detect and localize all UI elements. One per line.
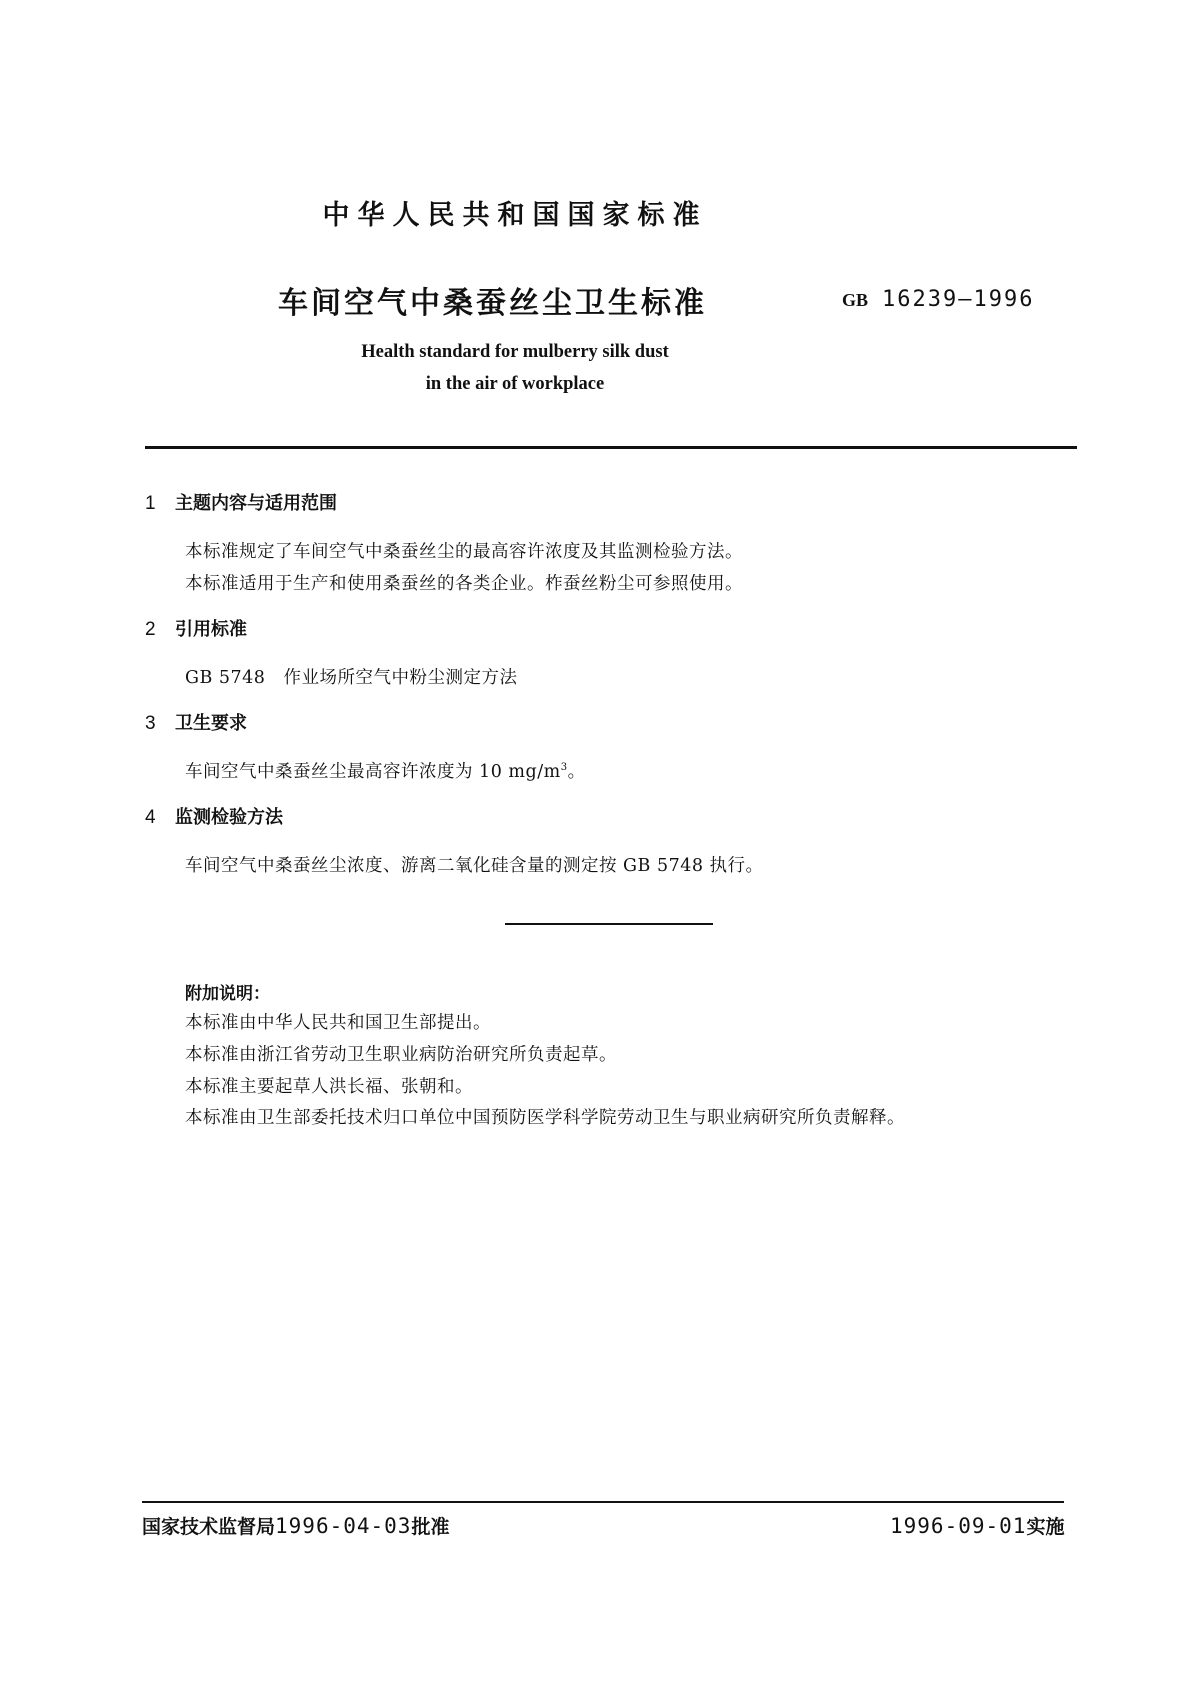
standard-prefix: GB <box>842 290 869 310</box>
standard-number <box>842 287 1034 312</box>
english-title-line-1: Health standard for mulberry silk dust <box>361 342 669 362</box>
section-3-paragraph <box>185 758 586 783</box>
approval-info <box>142 1512 449 1539</box>
section-4-heading <box>145 803 283 829</box>
effective-info <box>890 1512 1064 1539</box>
referenced-standard: GB 5748 作业场所空气中粉尘测定方法 <box>185 668 518 688</box>
section-title: 主题内容与适用范围 <box>175 493 337 514</box>
concentration-text: 车间空气中桑蚕丝尘最高容许浓度为 10 mg/m <box>185 762 561 782</box>
section-3-heading <box>145 709 247 735</box>
english-title-line-2: in the air of workplace <box>425 374 605 394</box>
section-number: 1 <box>145 493 156 514</box>
issuer: 国家技术监督局 <box>142 1516 276 1538</box>
section-title: 卫生要求 <box>175 713 247 734</box>
section-2-heading <box>145 615 247 641</box>
section-1-paragraph: 本标准规定了车间空气中桑蚕丝尘的最高容许浓度及其监测检验方法。 <box>185 542 743 562</box>
section-number: 2 <box>145 619 156 640</box>
cubic-superscript: 3 <box>560 762 568 774</box>
header-rule <box>145 446 1077 449</box>
effective-date: 1996-09-01 <box>890 1514 1027 1538</box>
section-number: 3 <box>145 713 156 734</box>
section-title: 监测检验方法 <box>175 807 283 828</box>
document-title: 车间空气中桑蚕丝尘卫生标准 <box>278 286 707 321</box>
effective-label: 实施 <box>1026 1516 1065 1538</box>
notes-line: 本标准由浙江省劳动卫生职业病防治研究所负责起草。 <box>185 1045 617 1065</box>
footer-rule <box>142 1501 1064 1503</box>
notes-line: 本标准主要起草人洪长福、张朝和。 <box>185 1077 473 1097</box>
sentence-end: 。 <box>567 762 586 782</box>
notes-line: 本标准由卫生部委托技术归口单位中国预防医学科学院劳动卫生与职业病研究所负责解释。 <box>185 1108 905 1128</box>
section-1-heading <box>145 489 337 515</box>
notes-line: 本标准由中华人民共和国卫生部提出。 <box>185 1013 491 1033</box>
section-number: 4 <box>145 807 156 828</box>
notes-title: 附加说明： <box>185 984 270 1004</box>
approve-label: 批准 <box>411 1516 450 1538</box>
end-rule <box>505 923 713 925</box>
section-title: 引用标准 <box>175 619 247 640</box>
approve-date: 1996-04-03 <box>275 1514 412 1538</box>
national-standard-title: 中华人民共和国国家标准 <box>322 200 708 231</box>
section-4-paragraph: 车间空气中桑蚕丝尘浓度、游离二氧化硅含量的测定按 GB 5748 执行。 <box>185 856 764 876</box>
section-1-paragraph: 本标准适用于生产和使用桑蚕丝的各类企业。柞蚕丝粉尘可参照使用。 <box>185 574 743 594</box>
standard-code: 16239—1996 <box>882 287 1035 312</box>
